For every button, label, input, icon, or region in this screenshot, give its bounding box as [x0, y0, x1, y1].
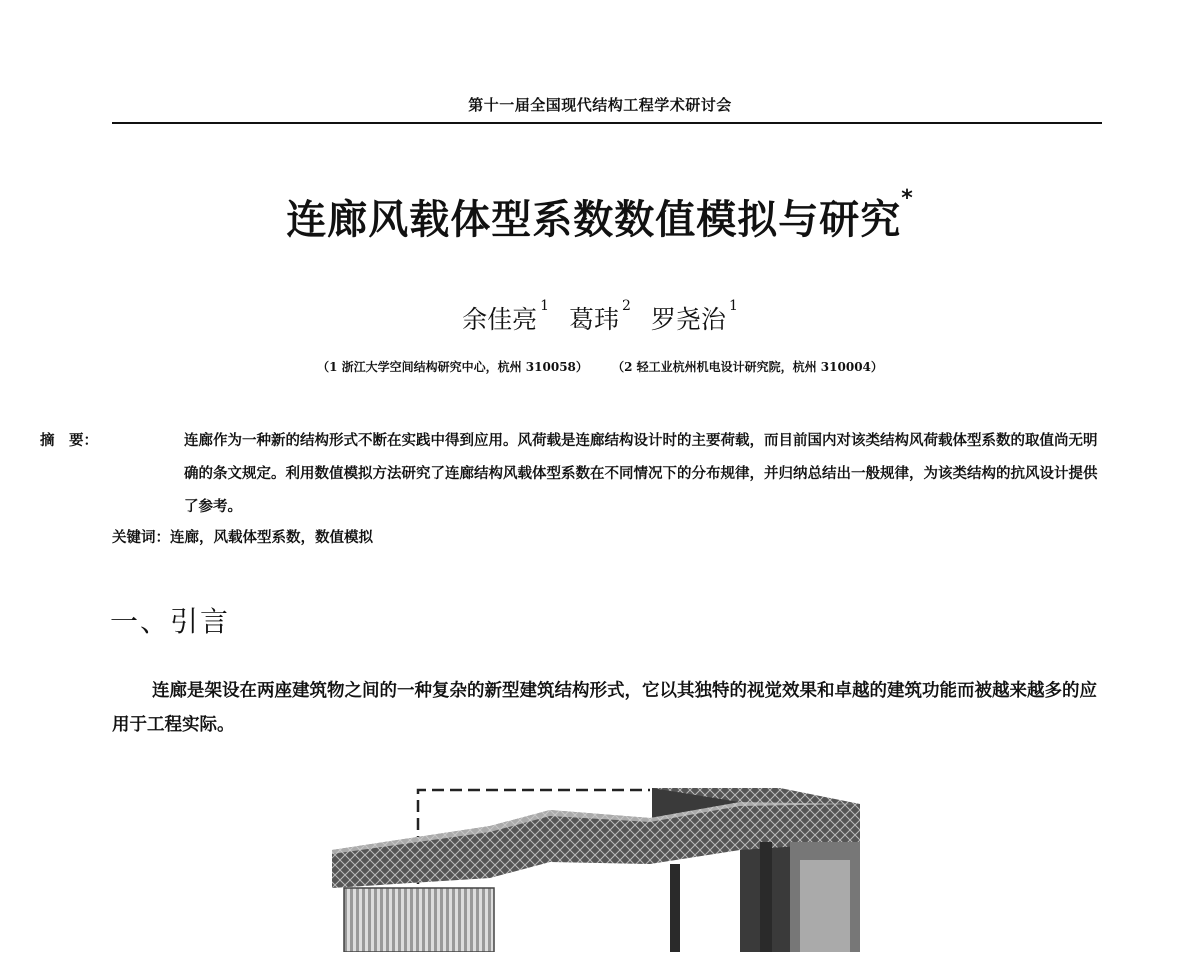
keywords-label: 关键词：: [112, 529, 170, 546]
author-affiliation-mark: 1: [728, 298, 738, 314]
author-name: 葛玮: [569, 305, 620, 334]
building-corridor-illustration: [320, 780, 880, 952]
abstract-text: 连廊作为一种新的结构形式不断在实践中得到应用。风荷载是连廊结构设计时的主要荷载，而目前国内对该类结构风荷载体型系数的取值尚无明确的条文规定。利用数值模拟方法研究了连廊结构风载体型系数在不同情况下的分布规律，并归纳总结出一般规律，为该类结构的抗风设计提供了参考。: [184, 432, 1098, 515]
author-name: 罗尧治: [650, 305, 726, 334]
author: [462, 298, 550, 334]
author-affiliation-mark: 2: [622, 298, 631, 314]
right-lower-facade: [800, 860, 850, 952]
title-footnote-mark: *: [901, 186, 914, 211]
header-rule: [112, 122, 1102, 124]
keywords-text: 连廊，风载体型系数，数值模拟: [170, 529, 373, 546]
paper-title: [0, 188, 1200, 245]
intro-paragraph: 连廊是架设在两座建筑物之间的一种复杂的新型建筑结构形式，它以其独特的视觉效果和卓越的建筑功能而被越来越多的应用于工程实际。: [112, 681, 1097, 735]
affiliation: （1 浙江大学空间结构研究中心，杭州 310058）: [317, 360, 588, 374]
paper-title-text: 连廊风载体型系数数值模拟与研究: [286, 197, 902, 243]
keywords: [112, 524, 1102, 552]
affiliations: [0, 358, 1200, 375]
affiliation: （2 轻工业杭州机电设计研究院，杭州 310004）: [612, 360, 883, 374]
support-column: [760, 842, 772, 952]
left-building: [344, 888, 494, 952]
author-name: 余佳亮: [462, 305, 538, 334]
abstract-body: [40, 424, 1102, 523]
support-column: [670, 864, 680, 952]
author: [650, 298, 738, 334]
abstract-label: 摘 要：: [40, 432, 98, 449]
running-header: 第十一届全国现代结构工程学术研讨会: [468, 96, 732, 114]
author-list: [0, 300, 1200, 336]
section-heading: 一、引言: [110, 605, 231, 638]
author: [569, 298, 631, 334]
figure-building-corridor: [320, 780, 880, 952]
abstract: [40, 424, 1102, 523]
author-affiliation-mark: 1: [540, 298, 550, 314]
